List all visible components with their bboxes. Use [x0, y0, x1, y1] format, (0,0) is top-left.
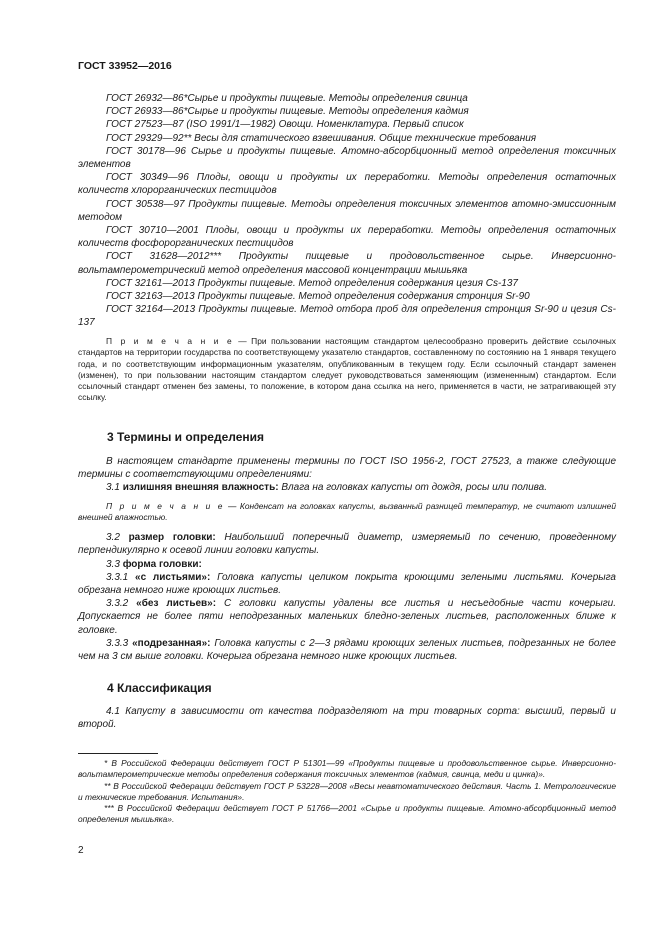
reference-item: ГОСТ 30538—97 Продукты пищевые. Методы определения токсичных элементов атомно-эмиссионным методом — [78, 198, 616, 223]
reference-item: ГОСТ 31628—2012*** Продукты пищевые и продовольственное сырье. Инверсионно-вольтамперометрический метод определения массовой концентрации мышьяка — [78, 251, 616, 276]
term-name: «без листьев»: — [136, 598, 217, 610]
term-3-3-3 — [78, 637, 616, 663]
term-name: «с листьями»: — [135, 571, 211, 583]
term-name: форма головки: — [122, 558, 202, 570]
reference-item: ГОСТ 32161—2013 Продукты пищевые. Метод определения содержания цезия Cs-137 — [106, 277, 518, 289]
reference-item: ГОСТ 29329—92** Весы для статического взвешивания. Общие технические требования — [106, 132, 537, 144]
term-number: 3.1 — [106, 482, 123, 494]
clause-4-1: 4.1 Капусту в зависимости от качества подразделяют на три товарных сорта: высший, первый и второй. — [78, 706, 616, 731]
term-3-3-2 — [78, 597, 616, 637]
term-3-3 — [78, 558, 616, 571]
note-text: — При пользовании настоящим стандартом целесообразно проверить действие ссылочных стандартов на территории государства по соответствующему указателю стандартов, составленному по состоянию на 1 января текущего года, и по соответствующим информационным указателям, опубликованным в текущем году. Если ссылочный стандарт заменен (изменен), то при пользовании настоящим стандартом следует руководствоваться заменяющим (измененным) стандартом. Если ссылочный стандарт отменен без замены, то положение, в котором дана ссылка на него, применяется в части, не затрагивающей эту ссылку. — [78, 336, 616, 403]
reference-item: ГОСТ 30710—2001 Плоды, овощи и продукты их переработки. Методы определения остаточных количеств фосфорорганических пестицидов — [78, 225, 616, 250]
footnote-item: *** В Российской Федерации действует ГОСТ Р 51766—2001 «Сырье и продукты пищевые. Атомно-абсорбционный метод определения мышьяка». — [78, 803, 616, 825]
footnote-item: * В Российской Федерации действует ГОСТ Р 51301—99 «Продукты пищевые и продовольственное сырье. Инверсионно-вольтамперометрические методы определения содержания токсичных элементов (кадмия, свинца, меди и цинка)». — [78, 758, 616, 780]
term-3-1-note — [78, 501, 616, 524]
term-definition: Наибольший поперечный диаметр, измеряемый по сечению, проведенному перпендикулярно к осевой линии головки капусты. — [78, 532, 616, 557]
note-text: — Конденсат на головках капусты, вызванный разницей температур, не считают излишней внешней влажностью. — [78, 500, 616, 522]
term-definition: Головка капусты целиком покрыта кроющими зелеными листьями. Кочерыга обрезана немного ниже кроющих листьев. — [78, 571, 616, 597]
term-name: «подрезанная»: — [132, 637, 211, 649]
term-name: излишняя внешняя влажность: — [122, 482, 279, 494]
term-number: 3.3.3 — [106, 637, 133, 649]
footnotes — [78, 758, 616, 826]
term-number: 3.3.2 — [106, 598, 137, 610]
references-note — [78, 336, 616, 404]
classification-text — [78, 705, 616, 731]
terms-intro: В настоящем стандарте применены термины по ГОСТ ISO 1956-2, ГОСТ 27523, а также следующие термины с соответствующими определениями: — [78, 456, 616, 481]
term-3-2 — [78, 531, 616, 557]
term-number: 3.2 — [106, 532, 129, 544]
term-name: размер головки: — [128, 532, 216, 544]
note-label: П р и м е ч а н и е — [106, 500, 225, 511]
reference-item: ГОСТ 32163—2013 Продукты пищевые. Метод определения содержания стронция Sr-90 — [106, 291, 530, 303]
reference-item: ГОСТ 26932—86*Сырье и продукты пищевые. Методы определения свинца — [106, 93, 468, 104]
page-number: 2 — [78, 845, 84, 856]
section-3-heading: 3 Термины и определения — [107, 430, 265, 444]
term-3-1 — [78, 481, 616, 494]
footnote-divider — [78, 753, 158, 754]
term-definition: Головка капусты с 2—3 рядами кроющих зеленых листьев, подрезанных не более чем на 3 см выше головки. Кочерыга обрезана немного ниже кроющих листьев. — [78, 637, 616, 663]
reference-item: ГОСТ 32164—2013 Продукты пищевые. Метод отбора проб для определения стронция Sr-90 и цезия Cs-137 — [78, 304, 616, 329]
term-number: 3.3 — [106, 558, 123, 570]
section-4-heading: 4 Классификация — [107, 681, 212, 695]
reference-item: ГОСТ 30178—96 Сырье и продукты пищевые. Атомно-абсорбционный метод определения токсичных элементов — [78, 145, 616, 171]
note-label: П р и м е ч а н и е — [106, 336, 234, 346]
reference-item: ГОСТ 27523—87 (ISO 1991/1—1982) Овощи. Номенклатура. Первый список — [106, 119, 464, 131]
reference-item: ГОСТ 30349—96 Плоды, овощи и продукты их переработки. Методы определения остаточных количеств хлорорганических пестицидов — [78, 172, 616, 197]
term-definition: Влага на головках капусты от дождя, росы или полива. — [278, 482, 548, 494]
terms-definitions — [78, 455, 616, 663]
footnote-item: ** В Российской Федерации действует ГОСТ Р 53228—2008 «Весы неавтоматического действия. Часть 1. Метрологические и технические требования. Испытания». — [78, 780, 616, 802]
term-number: 3.3.1 — [106, 571, 136, 583]
term-3-3-1 — [78, 571, 616, 597]
normative-references-list — [78, 92, 616, 330]
term-definition: С головки капусты удалены все листья и несъедобные части кочерыги. Допускается не более пяти неподрезанных маленьких бледно-зеленых листьев, расположенных ближе к головке. — [78, 598, 616, 636]
document-code-header: ГОСТ 33952—2016 — [78, 60, 172, 72]
reference-item: ГОСТ 26933—86*Сырье и продукты пищевые. Методы определения кадмия — [106, 106, 469, 118]
